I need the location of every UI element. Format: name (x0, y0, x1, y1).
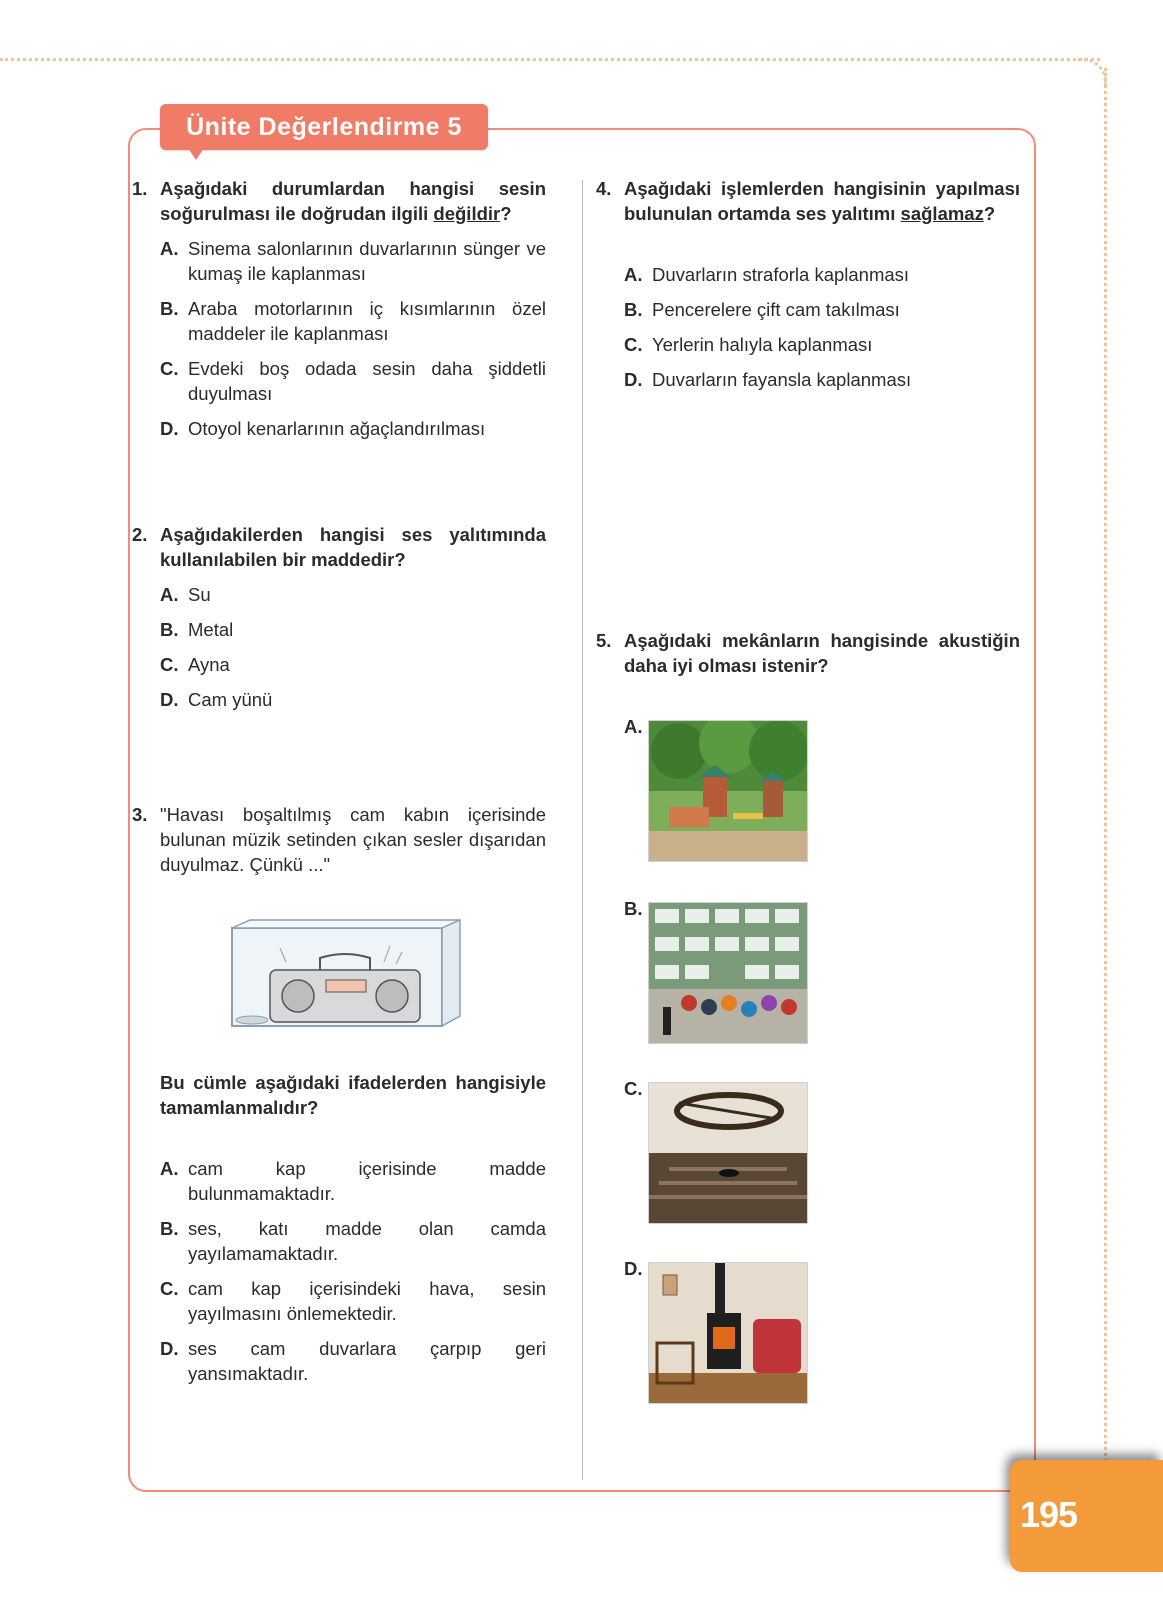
question-2 (132, 522, 546, 712)
playground-photo (648, 720, 808, 862)
option-a[interactable]: A. Sinema salonlarının duvarlarının sünger ve kumaş ile kaplanması (160, 238, 546, 284)
question-stem: Aşağıdakilerden hangisi ses yalıtımında kullanılabilen bir maddedir? (160, 524, 546, 570)
question-number: 3. (132, 804, 148, 825)
question-number: 1. (132, 178, 148, 199)
option-b-image[interactable]: B. (648, 902, 808, 1049)
question-3 (132, 802, 546, 877)
question-stem: Aşağıdaki durumlardan hangisi sesin soğurulması ile doğrudan ilgili değildir? (160, 178, 546, 224)
question-3-continued (160, 1070, 546, 1386)
option-d-image[interactable]: D. (648, 1262, 808, 1409)
column-divider (582, 180, 583, 1480)
option-a-image[interactable]: A. (648, 720, 808, 867)
dotted-border-right (1104, 68, 1107, 1498)
option-b[interactable]: B. Metal (160, 619, 234, 640)
question-4 (596, 176, 1020, 392)
option-a[interactable]: A. cam kap içerisinde madde bulunmamaktadır. (160, 1158, 546, 1204)
question-number: 4. (596, 178, 612, 199)
question-prompt: Bu cümle aşağıdaki ifadelerden hangisiyle tamamlanmalıdır? (160, 1072, 546, 1118)
option-c[interactable]: C. Yerlerin halıyla kaplanması (624, 334, 873, 355)
option-a[interactable]: A. Duvarların straforla kaplanması (624, 264, 910, 285)
question-stem: Aşağıdaki işlemlerden hangisinin yapılması bulunulan ortamda ses yalıtımı sağlamaz? (624, 178, 1020, 224)
room-with-stove-photo (648, 1262, 808, 1404)
option-c[interactable]: C. Ayna (160, 654, 230, 675)
dotted-border-corner (1078, 58, 1107, 87)
question-number: 2. (132, 524, 148, 545)
page-number: 195 (1020, 1494, 1078, 1535)
option-c[interactable]: C. Evdeki boş odada sesin daha şiddetli duyulması (160, 358, 546, 404)
option-d[interactable]: D. Duvarların fayansla kaplanması (624, 369, 912, 390)
option-d[interactable]: D. Cam yünü (160, 689, 273, 710)
option-c[interactable]: C. cam kap içerisindeki hava, sesin yayılmasını önlemektedir. (160, 1278, 546, 1324)
option-b[interactable]: B. ses, katı madde olan camda yayılamamaktadır. (160, 1218, 546, 1264)
concert-hall-photo (648, 1082, 808, 1224)
option-d[interactable]: D. ses cam duvarlara çarpıp geri yansımaktadır. (160, 1338, 546, 1384)
unit-title-tail (188, 148, 204, 160)
question-stem: "Havası boşaltılmış cam kabın içerisinde bulunan müzik setinden çıkan sesler dışarıdan duyulmaz. Çünkü ..." (160, 804, 546, 875)
boombox-in-glass-jar-illustration (230, 918, 466, 1030)
option-b[interactable]: B. Pencerelere çift cam takılması (624, 299, 900, 320)
question-5 (596, 628, 1020, 678)
question-stem: Aşağıdaki mekânların hangisinde akustiğin daha iyi olması istenir? (624, 630, 1020, 676)
question-number: 5. (596, 630, 612, 651)
question-1 (132, 176, 546, 441)
option-b[interactable]: B. Araba motorlarının iç kısımlarının özel maddeler ile kaplanması (160, 298, 546, 344)
option-d[interactable]: D. Otoyol kenarlarının ağaçlandırılması (160, 418, 486, 439)
option-a[interactable]: A. Su (160, 584, 211, 605)
option-c-image[interactable]: C. (648, 1082, 808, 1229)
dotted-border-top (0, 58, 1100, 61)
unit-title: Ünite Değerlendirme 5 (160, 104, 488, 150)
school-yard-photo (648, 902, 808, 1044)
